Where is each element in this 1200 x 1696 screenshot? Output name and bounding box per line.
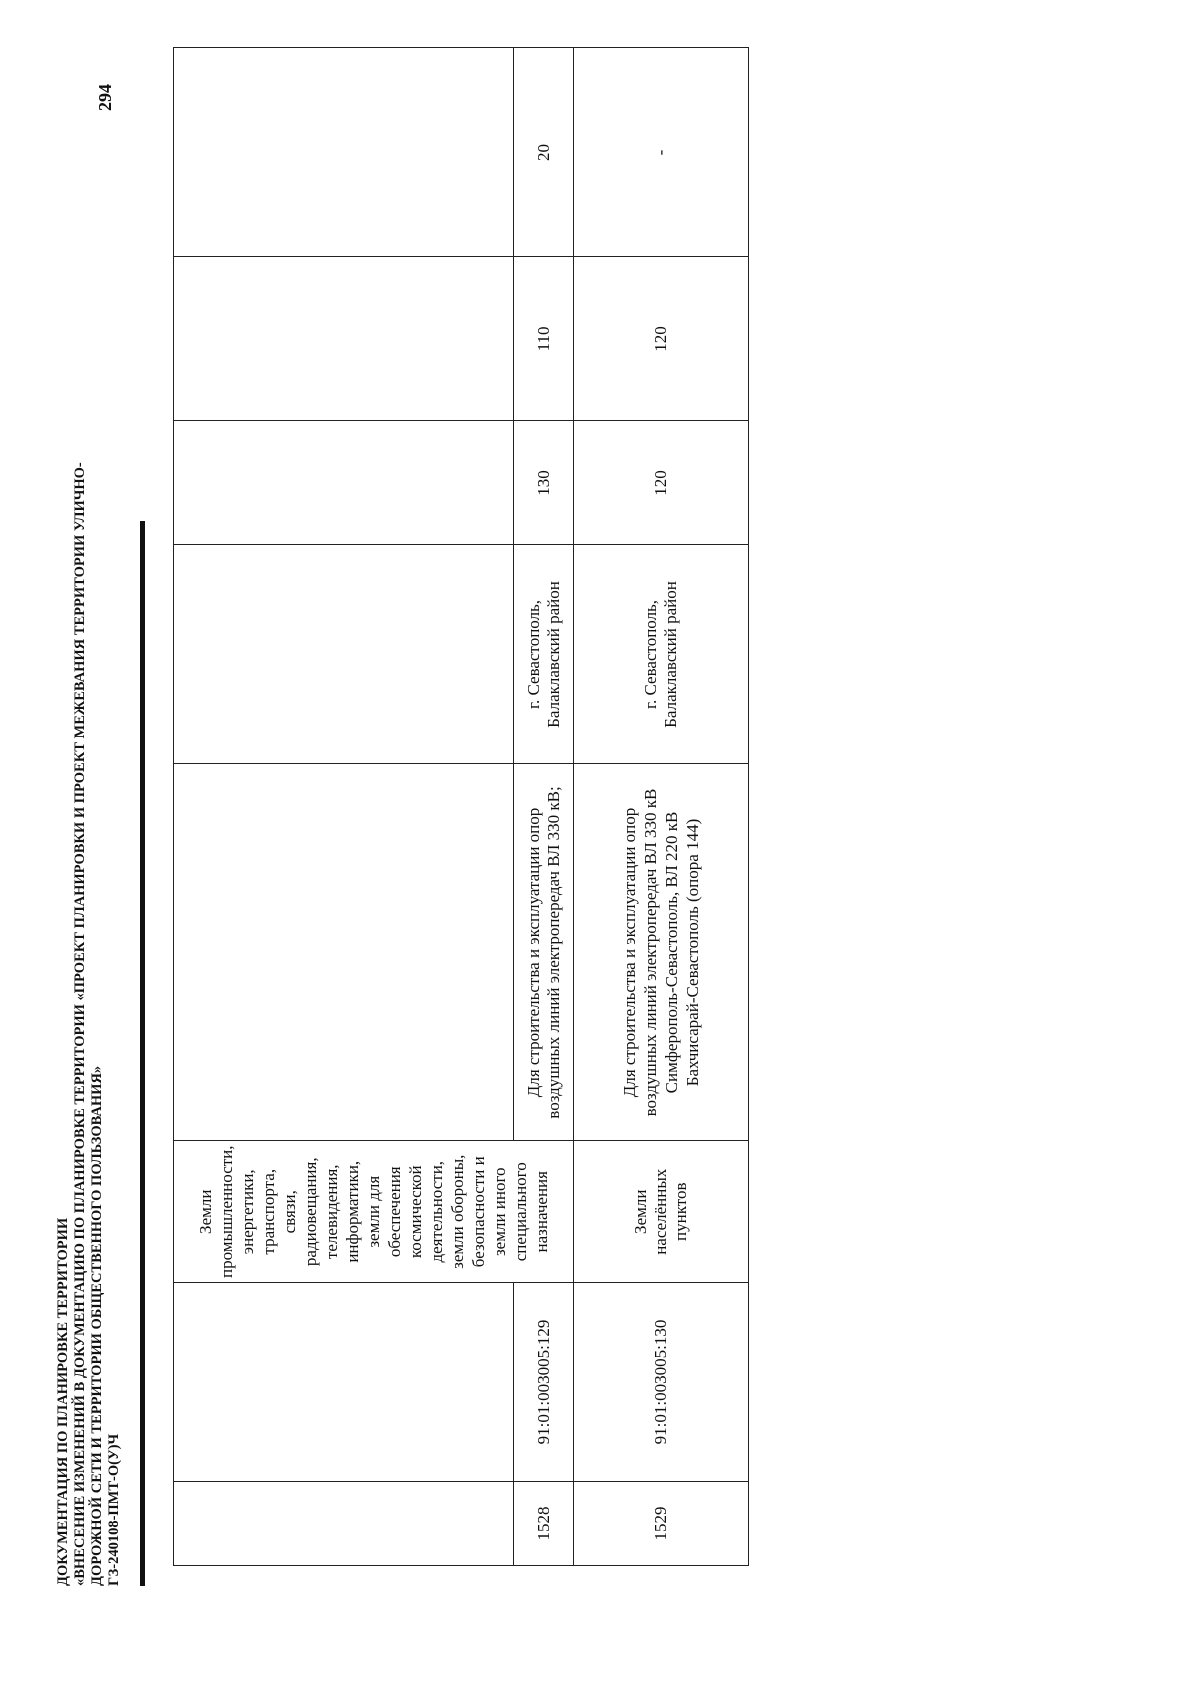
value3-cell: 20 (514, 48, 574, 257)
document-header (55, 66, 123, 1586)
table-top-row (174, 48, 514, 1566)
value1-cell: 130 (514, 421, 574, 545)
table-row (574, 48, 749, 1566)
table-cell (174, 545, 514, 764)
row-number-cell: 1528 (514, 1482, 574, 1566)
row-number-cell: 1529 (574, 1482, 749, 1566)
location-cell: г. Севастополь, Балаклавский район (514, 545, 574, 764)
table-cell (174, 1482, 514, 1566)
table-cell (174, 764, 514, 1141)
table-cell (174, 421, 514, 545)
header-line-4: ГЗ-240108-ПМТ-О(У)Ч (106, 1433, 122, 1586)
header-line-2: «ВНЕСЕНИЕ ИЗМЕНЕНИЙ В ДОКУМЕНТАЦИЮ ПО ПЛАНИРОВКЕ ТЕРРИТОРИИ «ПРОЕКТ ПЛАНИРОВКИ И ПРОЕКТ МЕЖЕВАНИЯ ТЕРРИТОРИИ УЛИЧНО- (72, 462, 88, 1586)
header-line-3: ДОРОЖНОЙ СЕТИ И ТЕРРИТОРИИ ОБЩЕСТВЕННОГО ПОЛЬЗОВАНИЯ» (89, 1065, 105, 1586)
land-category-cell: Земли промышленности, энергетики, транспорта, связи, радиовещания, телевидения, информатики, земли для обеспечения космической деятельности, земли обороны, безопасности и земли иного специального назначения (174, 1141, 574, 1283)
value2-cell: 120 (574, 257, 749, 421)
cadastral-number-cell: 91:01:003005:130 (574, 1283, 749, 1482)
header-rule (140, 521, 145, 1586)
table-row (514, 48, 574, 1566)
value1-cell: 120 (574, 421, 749, 545)
page-number: 294 (95, 84, 115, 111)
land-category-cell: Земли населённых пунктов (574, 1141, 749, 1283)
value2-cell: 110 (514, 257, 574, 421)
purpose-cell: Для строительства и эксплуатации опор воздушных линий электропередач ВЛ 330 кВ Симферополь-Севастополь, ВЛ 220 кВ Бахчисарай-Севастополь (опора 144) (574, 764, 749, 1141)
table-cell (174, 257, 514, 421)
location-cell: г. Севастополь, Балаклавский район (574, 545, 749, 764)
table-cell (174, 1283, 514, 1482)
table-cell (174, 48, 514, 257)
header-line-1: ДОКУМЕНТАЦИЯ ПО ПЛАНИРОВКЕ ТЕРРИТОРИИ (55, 1217, 71, 1586)
purpose-cell: Для строительства и эксплуатации опор воздушных линий электропередач ВЛ 330 кВ; (514, 764, 574, 1141)
cadastral-number-cell: 91:01:003005:129 (514, 1283, 574, 1482)
value3-cell: - (574, 48, 749, 257)
land-plots-table (173, 47, 749, 1566)
